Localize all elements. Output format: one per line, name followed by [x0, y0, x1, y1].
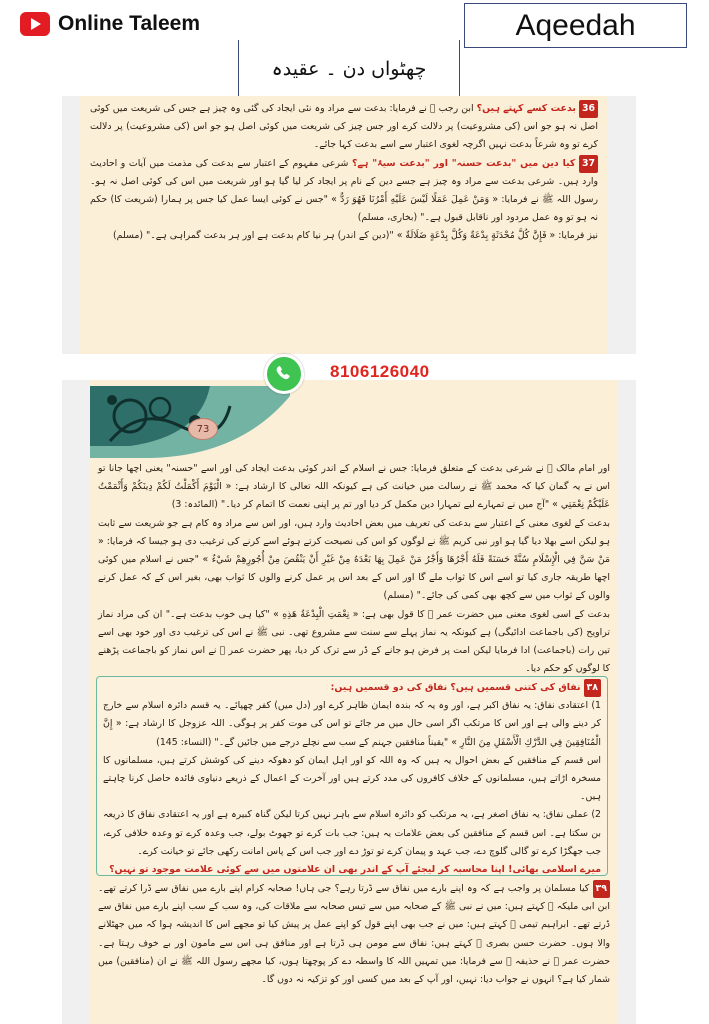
- question-heading: بدعت کسے کہتے ہیں؟: [476, 103, 576, 114]
- q38-type-1: 1) اعتقادی نفاق: یہ نفاق اکبر ہے، اور وہ یہ کہ بندہ ایمان ظاہر کرے اور (دل میں) کفر چھپائے۔ یہ قسم دائرہ اسلام سے خارج کر دینے والی ہے اور اس کا مرتکب اگر اسی حال میں مر جائے تو اس کی موت کفر پر ہوگی۔ اللہ عزوجل کا ارشاد ہے: « إِنَّ الْمُنَافِقِينَ فِي الدَّرْكِ الْأَسْفَلِ مِنَ النَّارِ » "یقیناً منافقین جہنم کے سب سے نچلے درجے میں جائیں گے۔" (النساء: 145): [103, 700, 601, 748]
- q38-type-2: 2) عملی نفاق: یہ نفاق اصغر ہے، یہ مرتکب کو دائرہ اسلام سے باہر نہیں کرتا لیکن گناہ کبیرہ ہے اور یہ اعتقادی نفاق کا ذریعہ بن سکتا ہے۔ اس قسم کے منافقین کی بعض علامات یہ ہیں: جب بات کرے تو جھوٹ بولے، جب وعدہ کرے تو وعدہ خلافی کرے، جب جھگڑا کرے تو گالی گلوچ دے، جب عہد و پیمان کرے تو توڑ دے اور جب اس کے پاس امانت رکھی جائے تو خیانت کرے۔: [103, 809, 601, 857]
- question-heading: کیا دین میں "بدعت حسنہ" اور "بدعت سیۂ" ہے؟: [351, 157, 576, 169]
- intro-paragraph: بدعت کے لغوی معنی کے اعتبار سے بدعت کی تعریف میں بعض احادیث وارد ہیں، اور اس سے مراد وہ کام ہے جو شریعت سے ثابت ہو لیکن اسے بھلا دیا گیا ہو اور نبی کریم ﷺ نے لوگوں کو اس کی نصیحت کرتے ہوئے اسے کرنے کی ترغیب دی ہو جیسا کہ فرمایا: « مَنْ سَنَّ فِي الْإِسْلَامِ سُنَّةً حَسَنَةً فَلَهُ أَجْرُهَا وَأَجْرُ مَنْ عَمِلَ بِهَا بَعْدَهُ مِنْ غَيْرِ أَنْ يَنْقُصَ مِنْ أُجُورِهِمْ شَيْءٌ » "جس نے اسلام میں کوئی اچھا طریقہ جاری کیا تو اسے اس کا ثواب ملے گا اور اس کے بعد اس پر عمل کرنے والوں کا ثواب بھی، بغیر اس کے کہ عمل کرنے والوں کے ثواب میں سے کچھ بھی کمی کی جائے۔" (مسلم): [98, 517, 610, 602]
- q38-heading: ۳۸ نفاق کی کتنی قسمیں ہیں؟ نفاق کی دو قسمیں ہیں:: [103, 679, 601, 697]
- paragraph-37: [90, 155, 598, 228]
- answer-text: شرعی مفہوم کے اعتبار سے بدعت کی مذمت میں آیات و احادیث وارد ہیں۔ شرعی بدعت سے مراد وہ چیز ہے جسے دین کے نام پر ایجاد کر لیا گیا ہو اور شریعت میں اس کی کوئی اصل نہ ہو۔ رسول اللہ ﷺ نے فرمایا: « وَمَنْ عَمِلَ عَمَلًا لَيْسَ عَلَيْهِ أَمْرُنَا فَهُوَ رَدٌّ » "جس نے کوئی ایسا عمل کیا جس پر ہمارا (شریعت کا) حکم نہ ہو تو وہ عمل مردود اور ناقابل قبول ہے۔" (بخاری، مسلم): [90, 157, 598, 224]
- youtube-play-icon: [20, 12, 50, 36]
- q38-type-1-details: اس قسم کے منافقین کے بعض احوال یہ ہیں کہ وہ اللہ کو اور اہل ایمان کو دھوکہ دینے کی کوشش کرتے ہیں، مسلمانوں کا مسخرہ اڑاتے ہیں، مسلمانوں کے خلاف کافروں کی مدد کرتے ہیں اور آخرت کے اعمال کے ذریعے دنیاوی فائدہ حاصل کرنا چاہتے ہیں۔: [103, 754, 601, 803]
- answer-text: ابن رجب ﷬ نے فرمایا: بدعت سے مراد وہ نئی ایجاد کی گئی وہ چیز ہے جس کی شریعت میں کوئی اصل نہ ہو جو اس (کی مشروعیت) پر دلالت کرے اور جس چیز کی شریعت میں کوئی اصل ہو جو اس (کی مشروعیت) پر دلالت کرے تو وہ شرعاً بدعت نہیں اگرچہ لغوی اعتبار سے اسے بدعت کہا جائے۔: [90, 103, 598, 151]
- book-page-2: [62, 380, 636, 1024]
- paragraph-36: [90, 100, 598, 155]
- day-title: چھٹواں دن ۔ عقیدہ: [238, 40, 460, 98]
- phone-handset-icon: [272, 362, 296, 386]
- q38-reminder: میرے اسلامی بھائی! اپنا محاسبہ کر لیجئے آپ کے اندر بھی ان علامتوں میں سے کوئی علامت موجود تو نہیں؟: [109, 864, 601, 876]
- page-number-badge: 73: [188, 418, 218, 440]
- question-number: 36: [579, 100, 598, 118]
- q39-text: کیا مسلمان پر واجب ہے کہ وہ اپنے بارے میں نفاق سے ڈرتا رہے؟ جی ہاں! صحابہ کرام اپنے بارے میں نفاق سے ڈرا کرتے تھے۔ ابن ابی ملیکہ ﷬ کہتے ہیں: میں نے نبی ﷺ کے صحابہ میں سے تیس صحابہ سے ملاقات کی، وہ سب کے سب اپنے بارے میں نفاق سے ڈرتے تھے۔ ابراہیم تیمی ﷬ کہتے ہیں: میں نے جب بھی اپنے قول کو اپنے عمل پر پیش کیا تو مجھے اس کا اندیشہ ہوا کہ میں جھٹلانے والا ہوں۔ حضرت حسن بصری ﷬ کہتے ہیں: نفاق سے مومن ہی ڈرتا ہے اور منافق ہی اس سے مامون اور بے خوف رہتا ہے۔ حضرت عمر ﷛ نے حذیفہ ﷛ سے فرمایا: میں تمہیں اللہ کا واسطہ دے کر پوچھتا ہوں، کیا مجھے رسول اللہ ﷺ نے ان (منافقین) میں شمار کیا ہے؟ انہوں نے جواب دیا: نہیں، اور آپ کے بعد میں کسی اور کو تزکیہ نہ دوں گا۔: [98, 883, 610, 986]
- contact-phone[interactable]: 8106126040: [330, 362, 430, 381]
- brand-name: Online Taleem: [58, 12, 200, 35]
- paragraph-hadith: [90, 227, 598, 245]
- brand: [20, 12, 200, 36]
- intro-paragraph: اور امام مالک ﷬ نے شرعی بدعت کے متعلق فرمایا: جس نے اسلام کے اندر کوئی بدعت ایجاد کی اور اسے "حسنہ" یعنی اچھا جانا تو اس نے یہ گمان کیا کہ محمد ﷺ نے رسالت میں خیانت کی ہے کیونکہ اللہ تعالی کا ارشاد ہے: « الْيَوْمَ أَكْمَلْتُ لَكُمْ دِينَكُمْ وَأَتْمَمْتُ عَلَيْكُمْ نِعْمَتِي » "آج میں نے تمہارے لیے تمہارا دین مکمل کر دیا اور تم پر اپنی نعمت کا اتمام کر دیا۔" (المائدہ: 3): [98, 463, 610, 511]
- page1-text: [90, 100, 598, 246]
- intro-paragraph: بدعت کے اسی لغوی معنی میں حضرت عمر ﷛ کا قول بھی ہے: « نِعْمَتِ الْبِدْعَةُ هَذِهِ » "کیا ہی خوب بدعت ہے۔" ان کی مراد نماز تراویح (کی باجماعت ادائیگی) ہے کیونکہ یہ نماز پہلے سے سنت سے مشروع تھی۔ نبی ﷺ نے اس کی ترغیب دی اور خود بھی اسے تین رات (باجماعت) ادا فرمایا لیکن امت پر فرض ہو جانے کے ڈر سے ترک کر دیا، پھر حضرت عمر ﷛ نے اس نماز کو باجماعت پڑھنے کا لوگوں کو حکم دیا۔: [98, 608, 610, 675]
- book-page-1: [62, 96, 636, 354]
- answer-text: نیز فرمایا: « فَإِنَّ كُلَّ مُحْدَثَةٍ بِدْعَةٌ وَكُلَّ بِدْعَةٍ ضَلَالَةٌ » "(دین کے اندر) ہر نیا کام بدعت ہے اور ہر بدعت گمراہی ہے۔" (مسلم): [112, 230, 598, 242]
- question-38-box: [96, 676, 608, 876]
- question-number: 37: [579, 155, 598, 173]
- whatsapp-icon[interactable]: [264, 354, 304, 394]
- question-39: ۳۹ کیا مسلمان پر واجب ہے کہ وہ اپنے بارے میں نفاق سے ڈرتا رہے؟ جی ہاں! صحابہ کرام اپنے بارے میں نفاق سے ڈرا کرتے تھے۔ ابن ابی ملیکہ ﷬ کہتے ہیں: میں نے نبی ﷺ کے صحابہ میں سے تیس صحابہ سے ملاقات کی، وہ سب کے سب اپنے بارے میں نفاق سے ڈرتے تھے۔ ابراہیم تیمی ﷬ کہتے ہیں: میں نے جب بھی اپنے قول کو اپنے عمل پر پیش کیا تو مجھے اس کا اندیشہ ہوا کہ میں جھٹلانے والا ہوں۔ حضرت حسن بصری ﷬ کہتے ہیں: نفاق سے مومن ہی ڈرتا ہے اور منافق ہی اس سے مامون اور بے خوف رہتا ہے۔ حضرت عمر ﷛ نے حذیفہ ﷛ سے فرمایا: میں تمہیں اللہ کا واسطہ دے کر پوچھتا ہوں، کیا مجھے رسول اللہ ﷺ نے ان (منافقین) میں شمار کیا ہے؟ انہوں نے جواب دیا: نہیں، اور آپ کے بعد میں کسی اور کو تزکیہ نہ دوں گا۔: [98, 880, 610, 989]
- topic-label: Aqeedah: [464, 3, 687, 48]
- page2-intro: [98, 460, 610, 678]
